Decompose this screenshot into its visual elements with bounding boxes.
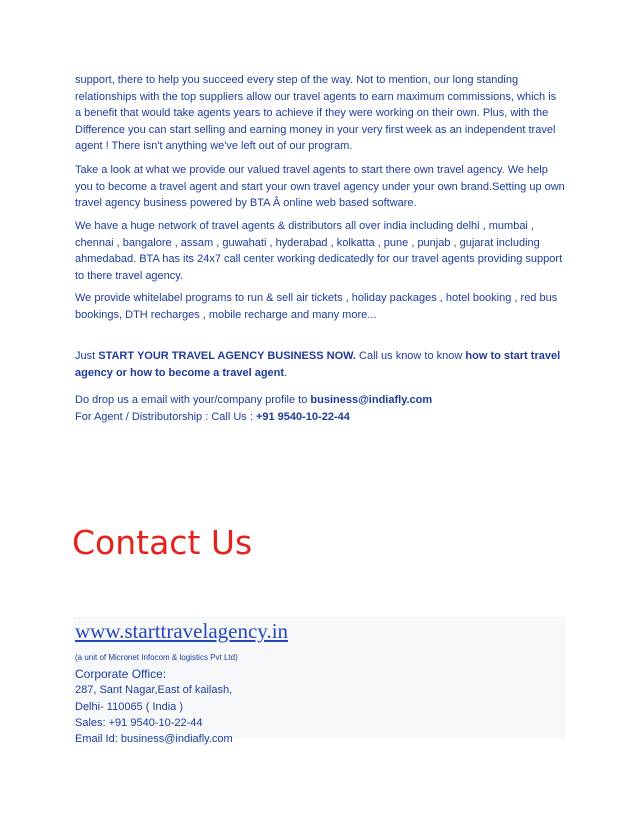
text-line: chennai , bangalore , assam , guwahati , hyderabad , kolkatta , pune , punjab , gujarat including <box>75 236 540 249</box>
cta-prefix: Just <box>75 350 99 362</box>
text-line: support, there to help you succeed every step of the way. Not to mention, our long standing <box>75 74 519 86</box>
text-line <box>75 409 565 426</box>
contact-heading: Contact Us <box>72 523 253 562</box>
cta-suffix: . <box>284 366 288 379</box>
sales-line: Sales: +91 9540-10-22-44 <box>75 716 203 729</box>
cta-bold-become: agency or how to become a travel agent <box>75 366 285 379</box>
email-prefix: Do drop us a email with your/company profile to <box>75 394 311 406</box>
text-line <box>75 348 565 365</box>
text-line <box>75 365 565 382</box>
text-line: a benefit that would take agents years to achieve if they were working on their own. Plus, with the <box>75 107 549 119</box>
phone-number: +91 9540-10-22-44 <box>255 410 350 423</box>
text-line <box>75 392 565 409</box>
intro-paragraph <box>75 72 565 155</box>
agent-prefix: For Agent / Distributorship : Call Us : <box>75 410 256 423</box>
provide-paragraph <box>75 162 565 212</box>
text-line: agent ! There isn't anything we've left out of our program. <box>75 140 353 152</box>
text-line: travel agency business powered by BTA Â online web based software. <box>75 197 417 209</box>
address-line: Delhi- 110065 ( India ) <box>75 700 184 713</box>
email-line: Email Id: business@indiafly.com <box>75 733 233 746</box>
text-line: relationships with the top suppliers allow our travel agents to earn maximum commissions, which is <box>75 90 557 103</box>
contact-details <box>75 666 233 747</box>
company-note: (a unit of Micronet Infocom & logistics Pvt Ltd) <box>75 653 238 662</box>
text-line: Take a look at what we provide our valued travel agents to start there own travel agency. We help <box>75 164 548 176</box>
email-paragraph <box>75 392 565 425</box>
cta-bold-howto: how to start travel <box>465 350 561 362</box>
text-line: to there travel agency. <box>75 269 184 282</box>
network-paragraph <box>75 218 565 284</box>
text-line: ahmedabad. BTA has its 24x7 call center working dedicatedly for our travel agents providing support <box>75 253 563 265</box>
cta-bold-start: START YOUR TRAVEL AGENCY BUSINESS NOW. <box>98 350 356 362</box>
text-line: Difference you can start selling and earning money in your very first week as an independent travel <box>75 123 556 136</box>
email-link[interactable]: business@indiafly.com <box>310 394 433 406</box>
text-line: We have a huge network of travel agents & distributors all over india including delhi , mumbai , <box>75 220 534 232</box>
office-label: Corporate Office: <box>75 667 167 681</box>
cta-middle: Call us know to know <box>355 350 466 362</box>
cta-paragraph <box>75 348 565 381</box>
whitelabel-paragraph <box>75 290 565 323</box>
text-line: We provide whitelabel programs to run & sell air tickets , holiday packages , hotel booking , red bus <box>75 292 558 304</box>
text-line: bookings, DTH recharges , mobile recharge and many more... <box>75 308 377 321</box>
address-line: 287, Sant Nagar,East of kailash, <box>75 684 233 697</box>
text-line: you to become a travel agent and start your own travel agency under your own brand.Setting up own <box>75 180 565 193</box>
website-link[interactable]: www.starttravelagency.in <box>75 619 289 643</box>
